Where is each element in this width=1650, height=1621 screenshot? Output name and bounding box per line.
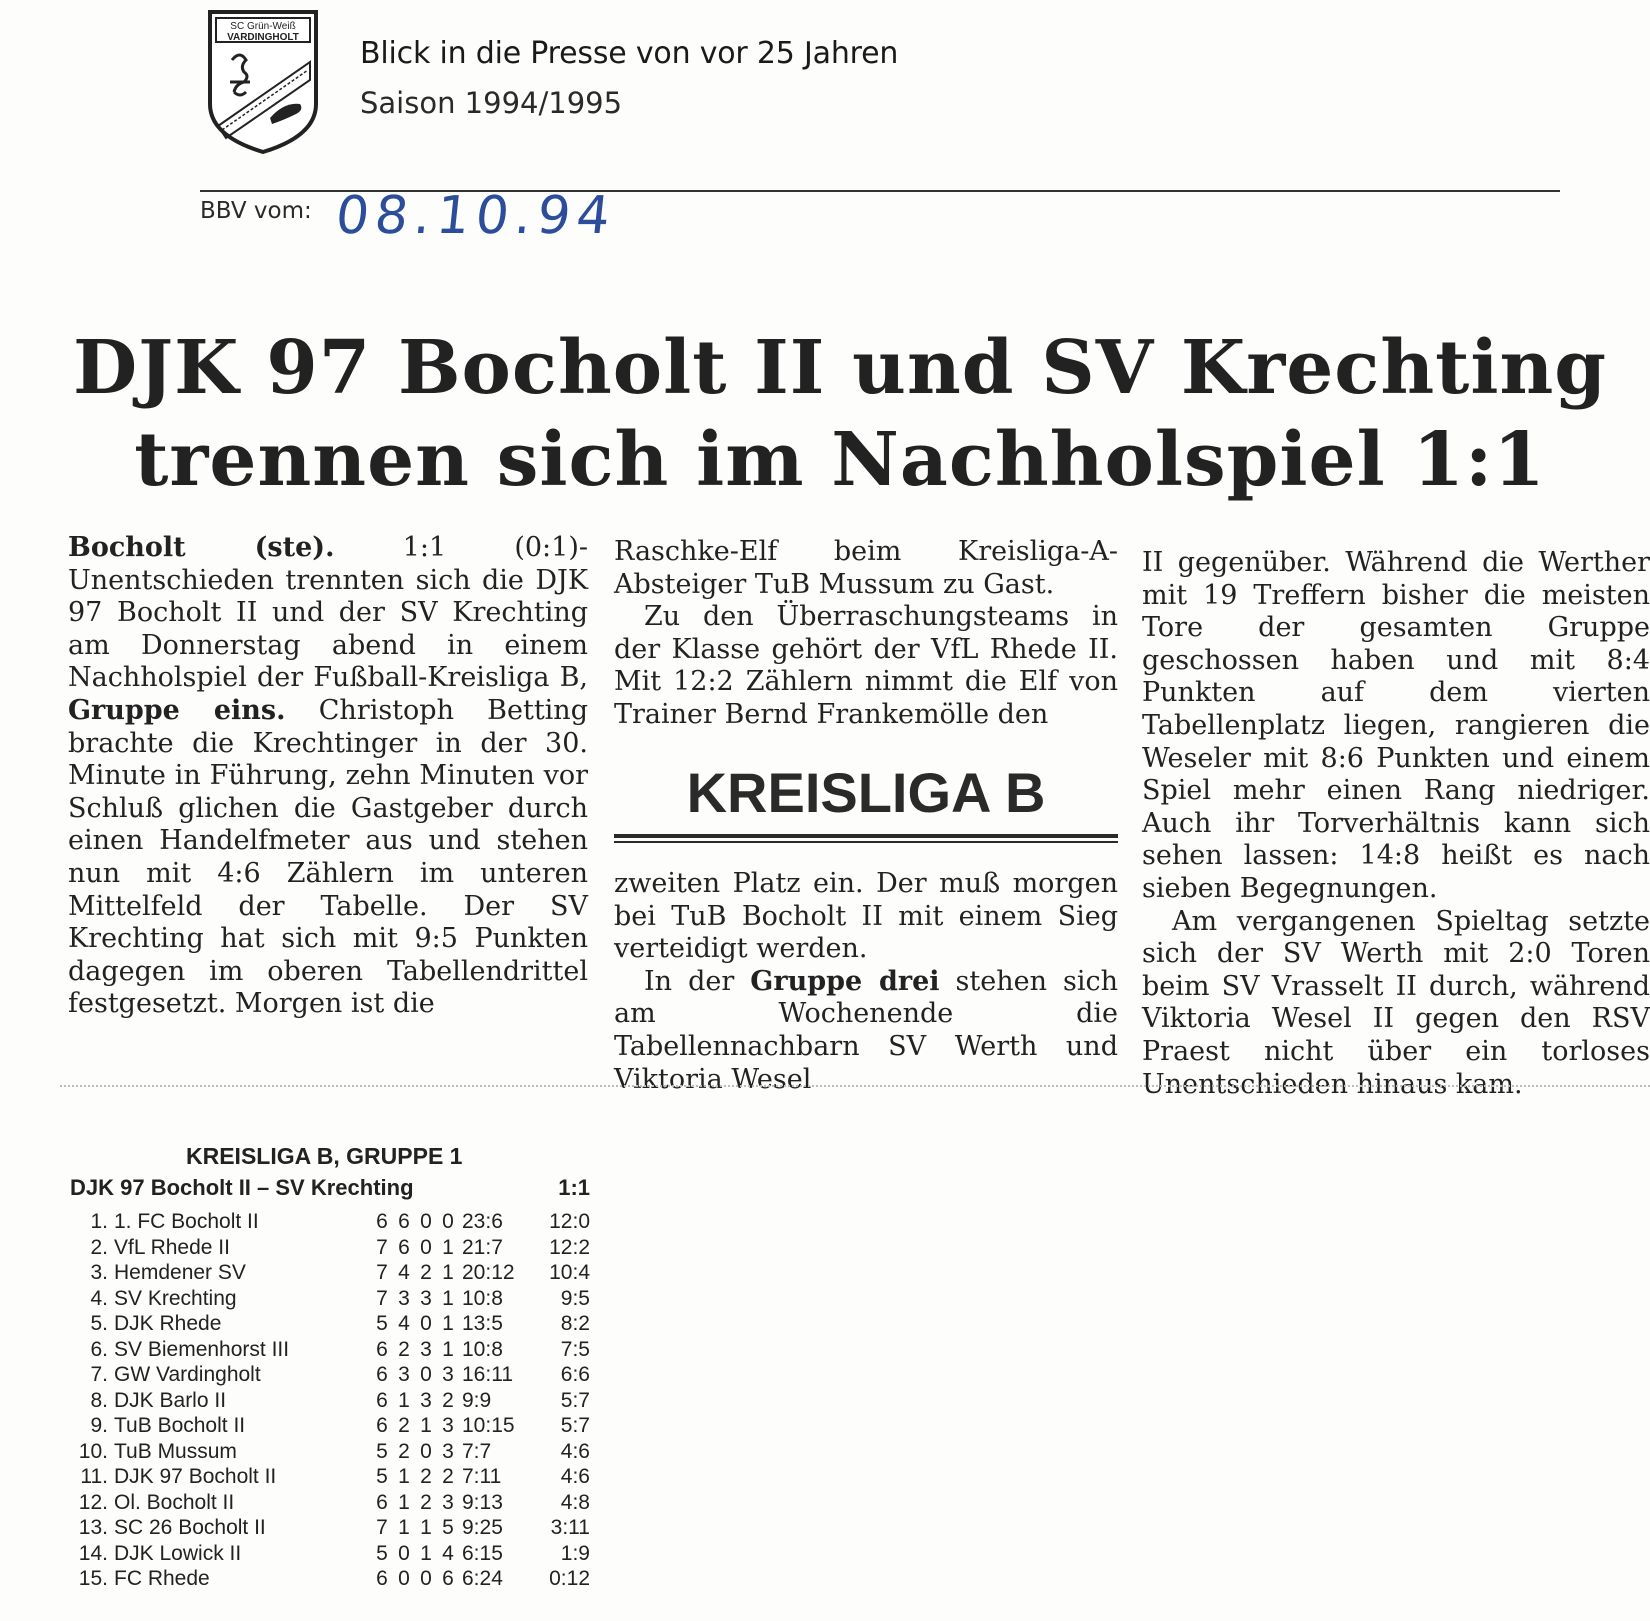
section-rule-thin	[614, 841, 1118, 843]
article-column-2-top	[614, 536, 1118, 732]
points-cell: 9:5	[560, 1286, 590, 1310]
points-cell: 4:8	[560, 1490, 590, 1514]
losses-cell: 4	[442, 1541, 454, 1565]
col1-bold-group: Gruppe eins.	[68, 694, 286, 726]
table-row	[70, 1389, 590, 1415]
losses-cell: 3	[442, 1363, 454, 1386]
points-cell: 8:2	[560, 1312, 590, 1335]
col1-text-1: 1:1 (0:1)-Unentschieden trennten sich die DJK 97 Bocholt II und der SV Krechting am Donnerstag abend in einem Nachholspiel der Fußball-Kreisliga B,	[68, 532, 588, 694]
table-row	[70, 1516, 590, 1542]
rank-cell: 8.	[90, 1388, 108, 1412]
article-column-3	[1142, 547, 1650, 1101]
table-row	[70, 1338, 590, 1364]
team-cell: SC 26 Bocholt II	[114, 1516, 266, 1539]
goals-cell: 10:15	[462, 1414, 515, 1437]
team-cell: DJK Rhede	[114, 1312, 222, 1335]
games-cell: 5	[376, 1439, 388, 1463]
wins-cell: 6	[398, 1210, 410, 1233]
page-header-title: Blick in die Presse von vor 25 Jahren	[360, 36, 899, 71]
points-cell: 4:6	[560, 1465, 590, 1488]
points-cell: 5:7	[560, 1414, 590, 1437]
points-cell: 3:11	[550, 1516, 590, 1539]
rank-cell: 14.	[78, 1541, 108, 1565]
table-row	[70, 1440, 590, 1466]
games-cell: 6	[376, 1414, 388, 1437]
wins-cell: 3	[398, 1363, 410, 1386]
team-cell: Ol. Bocholt II	[114, 1490, 235, 1514]
league-table-title: KREISLIGA B, GRUPPE 1	[186, 1143, 463, 1169]
wins-cell: 2	[398, 1439, 410, 1463]
points-cell: 5:7	[560, 1388, 590, 1412]
match-result-line	[70, 1175, 590, 1201]
team-cell: GW Vardingholt	[114, 1363, 261, 1386]
table-row	[70, 1261, 590, 1287]
headline-line-1: DJK 97 Bocholt II und SV Krechting	[73, 325, 1607, 411]
goals-cell: 9:25	[462, 1516, 503, 1539]
handwritten-date: 08.10.94	[332, 186, 619, 246]
table-row	[70, 1363, 590, 1389]
draws-cell: 2	[420, 1465, 432, 1488]
club-crest-logo	[204, 8, 322, 156]
team-cell: DJK 97 Bocholt II	[114, 1465, 277, 1488]
rank-cell: 15.	[78, 1567, 108, 1590]
wins-cell: 2	[398, 1414, 410, 1437]
wins-cell: 6	[398, 1235, 410, 1259]
svg-text:VARDINGHOLT: VARDINGHOLT	[227, 32, 299, 43]
losses-cell: 0	[442, 1210, 454, 1233]
games-cell: 6	[376, 1210, 388, 1233]
svg-text:SC Grün-Weiß: SC Grün-Weiß	[230, 21, 296, 32]
table-row	[70, 1210, 590, 1236]
draws-cell: 1	[420, 1541, 432, 1565]
draws-cell: 0	[420, 1312, 432, 1335]
games-cell: 7	[376, 1261, 388, 1284]
table-row	[70, 1491, 590, 1517]
losses-cell: 3	[442, 1414, 454, 1437]
col3-paragraph-2: Am vergangenen Spieltag setzte sich der SV Werth mit 2:0 Toren beim SV Vrasselt II durch, während Viktoria Wesel II gegen den RSV Praest nicht über ein torloses Unentschieden hinaus kam.	[1142, 905, 1650, 1100]
losses-cell: 2	[442, 1465, 454, 1488]
draws-cell: 3	[420, 1286, 432, 1310]
dateline: Bocholt (ste).	[68, 532, 335, 563]
wins-cell: 0	[398, 1541, 410, 1565]
wins-cell: 1	[398, 1388, 410, 1412]
table-row	[70, 1287, 590, 1313]
wins-cell: 1	[398, 1516, 410, 1539]
rank-cell: 11.	[80, 1465, 108, 1488]
col2-p4-post: stehen sich am Wochenende die Tabellennachbarn SV Werth und Viktoria Wesel	[614, 965, 1119, 1095]
rank-cell: 1.	[90, 1210, 108, 1233]
points-cell: 7:5	[560, 1337, 590, 1361]
section-title-kreisliga-b: KREISLIGA B	[686, 761, 1046, 824]
games-cell: 7	[376, 1516, 388, 1539]
draws-cell: 0	[420, 1235, 432, 1259]
source-label: BBV vom:	[200, 198, 312, 224]
team-cell: DJK Barlo II	[114, 1388, 227, 1412]
games-cell: 6	[376, 1490, 388, 1514]
losses-cell: 3	[442, 1490, 454, 1514]
draws-cell: 0	[420, 1439, 432, 1463]
goals-cell: 7:7	[462, 1439, 492, 1463]
draws-cell: 3	[420, 1388, 432, 1412]
games-cell: 6	[376, 1363, 388, 1386]
wins-cell: 4	[398, 1312, 410, 1335]
points-cell: 10:4	[549, 1261, 590, 1284]
goals-cell: 13:5	[462, 1312, 503, 1335]
losses-cell: 1	[442, 1337, 454, 1361]
headline-line-2: trennen sich im Nachholspiel 1:1	[134, 417, 1546, 503]
rank-cell: 12.	[78, 1490, 108, 1514]
draws-cell: 0	[420, 1567, 432, 1590]
draws-cell: 2	[420, 1490, 432, 1514]
games-cell: 6	[376, 1337, 388, 1361]
wins-cell: 2	[398, 1337, 410, 1361]
wins-cell: 3	[398, 1286, 410, 1310]
points-cell: 4:6	[560, 1439, 590, 1463]
goals-cell: 6:15	[462, 1541, 503, 1565]
draws-cell: 0	[420, 1210, 432, 1233]
rank-cell: 13.	[78, 1516, 108, 1539]
table-row	[70, 1312, 590, 1338]
team-cell: VfL Rhede II	[114, 1235, 230, 1259]
games-cell: 5	[376, 1312, 388, 1335]
rank-cell: 6.	[90, 1337, 108, 1361]
goals-cell: 10:8	[462, 1337, 503, 1361]
team-cell: 1. FC Bocholt II	[114, 1210, 259, 1233]
table-row	[70, 1567, 590, 1593]
rank-cell: 10.	[78, 1439, 108, 1463]
losses-cell: 6	[442, 1567, 454, 1590]
article-bottom-divider	[60, 1085, 1650, 1087]
draws-cell: 2	[420, 1261, 432, 1284]
match-score: 1:1	[558, 1175, 590, 1200]
team-cell: SV Biemenhorst III	[114, 1337, 290, 1361]
losses-cell: 1	[442, 1312, 454, 1335]
article-headline	[60, 322, 1620, 506]
losses-cell: 1	[442, 1286, 454, 1310]
col2-paragraph-1: Raschke-Elf beim Kreisliga-A-Absteiger TuB Mussum zu Gast.	[614, 536, 1118, 600]
points-cell: 12:0	[549, 1210, 590, 1233]
rank-cell: 3.	[90, 1261, 108, 1284]
points-cell: 1:9	[560, 1541, 590, 1565]
points-cell: 12:2	[549, 1235, 590, 1259]
games-cell: 6	[376, 1567, 388, 1590]
table-row	[70, 1414, 590, 1440]
col2-paragraph-2: Zu den Überraschungsteams in der Klasse gehört der VfL Rhede II. Mit 12:2 Zählern nimmt die Elf von Trainer Bernd Frankemölle den	[614, 601, 1118, 730]
goals-cell: 6:24	[462, 1567, 503, 1590]
rank-cell: 4.	[90, 1286, 108, 1310]
col2-paragraph-3: zweiten Platz ein. Der muß morgen bei TuB Bocholt II mit einem Sieg verteidigt werden.	[614, 868, 1118, 965]
goals-cell: 23:6	[462, 1210, 503, 1233]
games-cell: 5	[376, 1465, 388, 1488]
games-cell: 7	[376, 1235, 388, 1259]
goals-cell: 9:13	[462, 1490, 503, 1514]
goals-cell: 7:11	[462, 1465, 502, 1488]
page-header-subtitle: Saison 1994/1995	[360, 86, 623, 120]
league-table	[70, 1210, 590, 1593]
article-column-1	[68, 532, 588, 1021]
rank-cell: 9.	[90, 1414, 108, 1437]
team-cell: DJK Lowick II	[114, 1541, 242, 1565]
draws-cell: 3	[420, 1337, 432, 1361]
rank-cell: 5.	[90, 1312, 108, 1335]
losses-cell: 1	[442, 1235, 454, 1259]
table-row	[70, 1465, 590, 1491]
draws-cell: 1	[420, 1516, 432, 1539]
games-cell: 6	[376, 1388, 388, 1412]
goals-cell: 9:9	[462, 1388, 492, 1412]
draws-cell: 1	[420, 1414, 432, 1437]
col2-p4-pre: In der	[644, 965, 735, 997]
section-rule-thick	[614, 834, 1118, 838]
wins-cell: 1	[398, 1490, 410, 1514]
wins-cell: 1	[398, 1465, 410, 1488]
wins-cell: 4	[398, 1261, 410, 1284]
losses-cell: 5	[442, 1516, 454, 1539]
article-column-2-bottom	[614, 868, 1118, 1096]
team-cell: TuB Bocholt II	[114, 1414, 246, 1437]
points-cell: 6:6	[560, 1363, 590, 1386]
losses-cell: 1	[442, 1261, 454, 1284]
games-cell: 5	[376, 1541, 388, 1565]
col1-text-2: Christoph Betting brachte die Krechtinger in der 30. Minute in Führung, zehn Minuten vor Schluß glichen die Gastgeber durch einen Handelfmeter aus und stehen nun mit 4:6 Zählern im unteren Mittelfeld der Tabelle. Der SV Krechting hat sich mit 9:5 Punkten dagegen im oberen Tabellendrittel festgesetzt. Morgen ist die	[68, 694, 588, 1020]
col2-p4-bold: Gruppe drei	[750, 965, 940, 997]
rank-cell: 7.	[90, 1363, 108, 1386]
games-cell: 7	[376, 1286, 388, 1310]
goals-cell: 20:12	[462, 1261, 515, 1284]
team-cell: FC Rhede	[114, 1567, 210, 1590]
col3-paragraph-1: II gegenüber. Während die Werther mit 19 Treffern bisher die meisten Tore der gesamten Gruppe geschossen haben und mit 8:4 Punkten auf dem vierten Tabellenplatz liegen, rangieren die Weseler mit 8:6 Punkten und einem Spiel mehr einen Rang niedriger. Auch ihr Torverhältnis kann sich sehen lassen: 14:8 heißt es nach sieben Begegnungen.	[1142, 547, 1650, 904]
wins-cell: 0	[398, 1567, 410, 1590]
team-cell: SV Krechting	[114, 1286, 237, 1310]
match-teams: DJK 97 Bocholt II – SV Krechting	[70, 1175, 414, 1200]
points-cell: 0:12	[549, 1567, 590, 1590]
table-row	[70, 1236, 590, 1262]
table-row	[70, 1542, 590, 1568]
goals-cell: 16:11	[462, 1363, 513, 1386]
goals-cell: 21:7	[462, 1235, 503, 1259]
rank-cell: 2.	[90, 1235, 108, 1259]
team-cell: TuB Mussum	[114, 1439, 237, 1463]
goals-cell: 10:8	[462, 1286, 503, 1310]
losses-cell: 2	[442, 1388, 454, 1412]
draws-cell: 0	[420, 1363, 432, 1386]
losses-cell: 3	[442, 1439, 454, 1463]
team-cell: Hemdener SV	[114, 1261, 246, 1284]
